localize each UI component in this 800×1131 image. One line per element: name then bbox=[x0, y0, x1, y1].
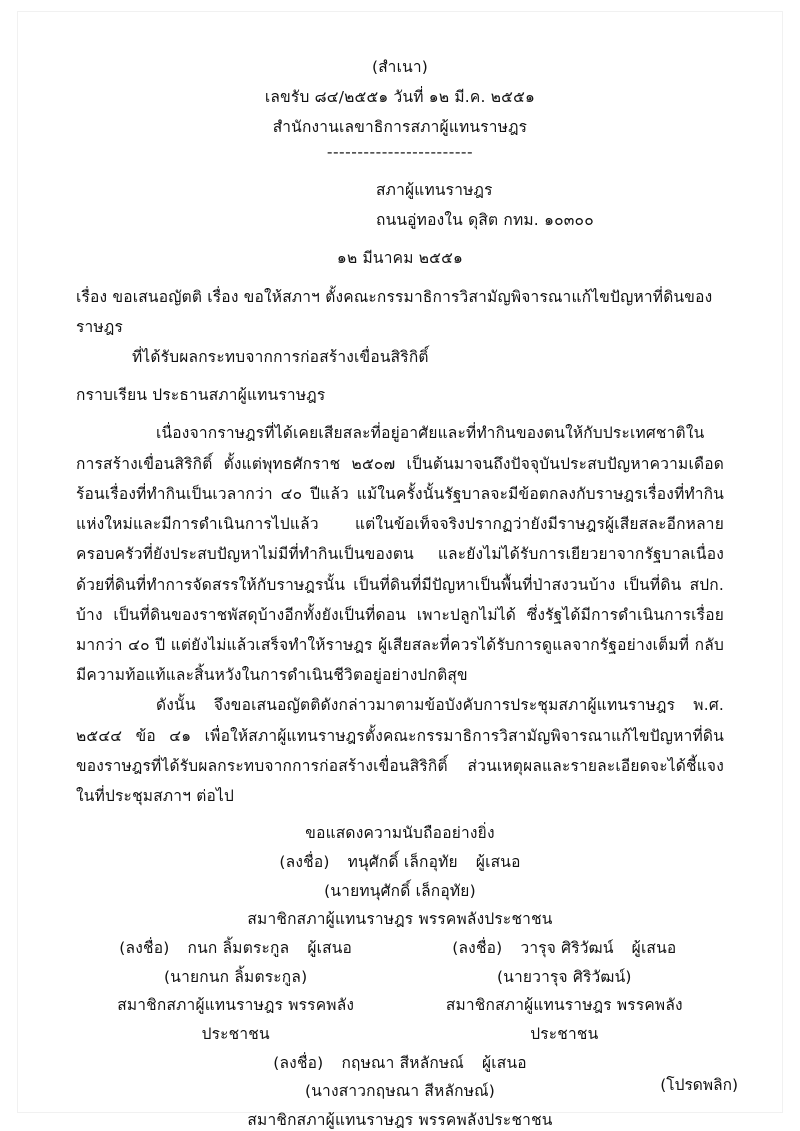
signature-third-affiliation: สมาชิกสภาผู้แทนราษฎร พรรคพลังประชาชน bbox=[247, 1110, 553, 1129]
signature-primary-affiliation: สมาชิกสภาผู้แทนราษฎร พรรคพลังประชาชน bbox=[247, 910, 553, 929]
signature-role: ผู้เสนอ bbox=[631, 938, 677, 957]
receipt-line: เลขรับ ๘๔/๒๕๕๑ วันที่ ๑๒ มี.ค. ๒๕๕๑ bbox=[264, 88, 536, 107]
salutation: กราบเรียน ประธานสภาผู้แทนราษฎร bbox=[76, 386, 326, 405]
spacer bbox=[76, 811, 724, 819]
sender-address bbox=[376, 175, 724, 235]
signature-left-name-paren: (นายกนก ลิ้มตระกูล) bbox=[164, 967, 308, 986]
signature-name: กฤษณา สีหลักษณ์ bbox=[341, 1053, 464, 1072]
signature-left-affiliation: สมาชิกสภาผู้แทนราษฎร พรรคพลังประชาชน bbox=[117, 996, 355, 1043]
spacer bbox=[76, 235, 724, 243]
subject-block bbox=[76, 282, 724, 373]
copy-mark: (สำเนา) bbox=[371, 58, 429, 76]
signature-third-name-paren: (นางสาวกฤษณา สีหลักษณ์) bbox=[305, 1082, 495, 1101]
signature-role: ผู้เสนอ bbox=[307, 938, 353, 957]
sign-label: (ลงชื่อ) bbox=[279, 852, 330, 871]
signature-name: กนก ลิ้มตระกูล bbox=[187, 938, 290, 957]
signature-block-right bbox=[413, 934, 716, 1049]
sign-label: (ลงชื่อ) bbox=[273, 1053, 324, 1072]
signature-third-line bbox=[76, 1049, 724, 1078]
spacer bbox=[76, 410, 724, 418]
signature-name: ทนุศักดิ์ เล็กอุทัย bbox=[347, 852, 458, 871]
address-line-1: สภาผู้แทนราษฎร bbox=[376, 180, 493, 199]
signature-left-line bbox=[84, 934, 387, 963]
subject-label: เรื่อง bbox=[76, 287, 108, 306]
signature-right-name-paren: (นายวารุจ ศิริวัฒน์) bbox=[496, 967, 632, 986]
signature-primary-line bbox=[76, 848, 724, 877]
body-paragraph-2: ดังนั้น จึงขอเสนอญัตติดังกล่าวมาตามข้อบังคับการประชุมสภาผู้แทนราษฎร พ.ศ. ๒๕๔๔ ข้อ ๔๑ เพื่อให้สภาผู้แทนราษฎรตั้งคณะกรรมาธิการวิสามัญพิจารณาแก้ไขปัญหาที่ดินของราษฎรที่ได้รับผลกระทบจากการก่อสร้างเขื่อนสิริกิติ์ ส่วนเหตุผลและรายละเอียดจะได้ชี้แจงในที่ประชุมสภาฯ ต่อไป bbox=[76, 696, 724, 806]
signature-name: วารุจ ศิริวัฒน์ bbox=[520, 938, 614, 957]
spacer bbox=[76, 372, 724, 380]
subject-line-1: ขอเสนอญัตติ เรื่อง ขอให้สภาฯ ตั้งคณะกรรมาธิการวิสามัญพิจารณาแก้ไขปัญหาที่ดินของราษฎร bbox=[76, 287, 713, 336]
document-sheet bbox=[18, 12, 782, 1129]
signature-right-line bbox=[413, 934, 716, 963]
signature-role: ผู้เสนอ bbox=[475, 852, 521, 871]
signature-right-affiliation: สมาชิกสภาผู้แทนราษฎร พรรคพลังประชาชน bbox=[445, 996, 683, 1043]
document-date: ๑๒ มีนาคม ๒๕๕๑ bbox=[336, 249, 464, 268]
spacer bbox=[76, 167, 724, 175]
closing-line: ขอแสดงความนับถืออย่างยิ่ง bbox=[305, 824, 495, 843]
body-paragraph-1: เนื่องจากราษฎรที่ได้เคยเสียสละที่อยู่อาศัยและที่ทำกินของตนให้กับประเทศชาติในการสร้างเขื่อนสิริกิติ์ ตั้งแต่พุทธศักราช ๒๕๐๗ เป็นต้นมาจนถึงปัจจุบันประสบปัญหาความเดือดร้อนเรื่องที่ทำกินเป็นเวลากว่า ๔๐ ปีแล้ว แม้ในครั้งนั้นรัฐบาลจะมีข้อตกลงกับราษฎรเรื่องที่ทำกินแห่งใหม่และมีการดำเนินการไปแล้ว แต่ในข้อเท็จจริงปรากฏว่ายังมีราษฎรผู้เสียสละอีกหลายครอบครัวที่ยังประสบปัญหาไม่มีที่ทำกินเป็นของตน และยังไม่ได้รับการเยียวยาจากรัฐบาลเนื่องด้วยที่ดินที่ทำการจัดสรรให้กับราษฎรนั้น เป็นที่ดินที่มีปัญหาเป็นพื้นที่ป่าสงวนบ้าง เป็นที่ดิน สปก. บ้าง เป็นที่ดินของราชพัสดุบ้างอีกทั้งยังเป็นที่ดอน เพาะปลูกไม่ได้ ซึ่งรัฐได้มีการดำเนินการเรื่อยมากว่า ๔๐ ปี แต่ยังไม่แล้วเสร็จทำให้ราษฎร ผู้เสียสละที่ควรได้รับการดูแลจากรัฐอย่างเต็มที่ กลับมีความท้อแท้และสิ้นหวังในการดำเนินชีวิตอยู่อย่างปกติสุข bbox=[76, 424, 724, 685]
address-line-2: ถนนอู่ทองใน ดุสิต กทม. ๑๐๓๐๐ bbox=[376, 211, 594, 230]
subject-line-2: ที่ได้รับผลกระทบจากการก่อสร้างเขื่อนสิริกิติ์ bbox=[132, 347, 429, 366]
office-name: สำนักงานเลขาธิการสภาผู้แทนราษฎร bbox=[272, 118, 528, 137]
document-body bbox=[76, 52, 724, 1131]
signature-row-two bbox=[76, 934, 724, 1049]
divider: ------------------------ bbox=[326, 142, 474, 161]
footer-note: (โปรดพลิก) bbox=[660, 1076, 738, 1094]
sign-label: (ลงชื่อ) bbox=[119, 938, 170, 957]
sign-label: (ลงชื่อ) bbox=[452, 938, 503, 957]
signature-block-left bbox=[84, 934, 387, 1049]
signature-role: ผู้เสนอ bbox=[482, 1053, 527, 1072]
signature-primary-name-paren: (นายทนุศักดิ์ เล็กอุทัย) bbox=[324, 881, 476, 900]
spacer bbox=[76, 274, 724, 282]
